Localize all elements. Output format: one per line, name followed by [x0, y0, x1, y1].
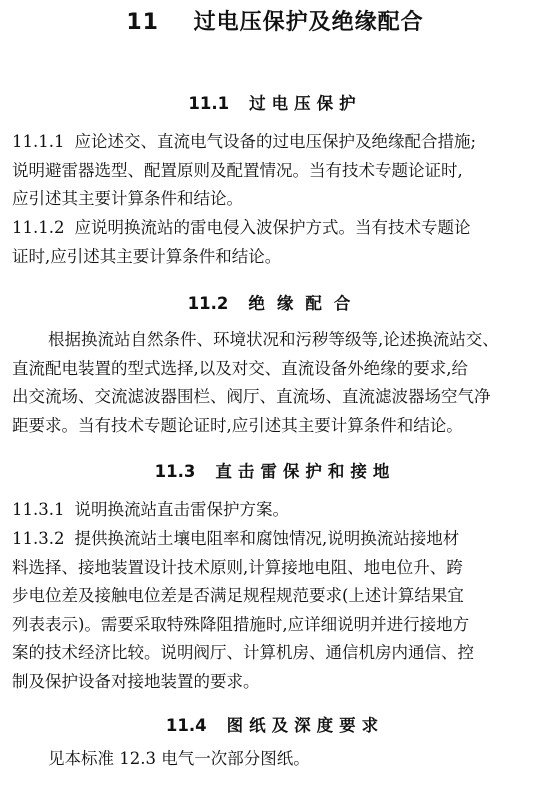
clause-line: 证时,应引述其主要计算条件和结论。 [12, 246, 282, 266]
section-11-2-body [12, 326, 542, 440]
section-number: 11.1 [188, 94, 230, 113]
clause-line: 列表表示)。需要采取特殊降阻措施时,应详细说明并进行接地方 [12, 614, 470, 634]
clause-number: 11.3.1 [12, 500, 65, 519]
clause-text: 应说明换流站的雷电侵入波保护方式。当有技术专题论 [74, 218, 471, 237]
section-number: 11.2 [187, 294, 229, 313]
clause-number: 11.3.2 [12, 529, 65, 548]
clause-line: 应引述其主要计算条件和结论。 [12, 189, 243, 208]
chapter-title-text: 过电压保护及绝缘配合 [193, 10, 424, 35]
chapter-number: 11 [126, 10, 159, 35]
section-title-11-2 [0, 290, 550, 314]
clause-11-3-1 [12, 496, 542, 525]
clause-line [12, 525, 542, 554]
clause-line: 制及保护设备对接地装置的要求。 [12, 671, 260, 691]
section-title-11-1 [0, 90, 550, 114]
clause-number: 11.1.2 [12, 218, 65, 237]
section-number: 11.3 [154, 462, 196, 481]
section-title-text: 绝缘配合 [248, 294, 363, 313]
section-11-4-body [12, 745, 542, 774]
clause-line [12, 214, 542, 243]
section-title-11-4 [0, 712, 550, 736]
body-line: 见本标准 12.3 电气一次部分图纸。 [48, 749, 310, 768]
clause-number: 11.1.1 [12, 132, 65, 151]
body-line: 根据换流站自然条件、环境状况和污秽等级等,论述换流站交、 [48, 330, 499, 349]
clause-11-3-2 [12, 525, 542, 696]
section-title-11-3 [0, 458, 550, 482]
clause-line: 步电位差及接触电位差是否满足规程规范要求(上述计算结果宜 [12, 586, 464, 605]
clause-text: 应论述交、直流电气设备的过电压保护及绝缘配合措施; [74, 132, 477, 151]
section-title-text: 过电压保护 [249, 94, 362, 113]
clause-11-1-2 [12, 214, 542, 271]
clause-line: 案的技术经济比较。说明阀厅、计算机房、通信机房内通信、控 [12, 643, 474, 662]
clause-line: 料选择、接地装置设计技术原则,计算接地电阻、地电位升、跨 [12, 557, 463, 577]
body-line: 直流配电装置的型式选择,以及对交、直流设备外绝缘的要求,给 [12, 358, 468, 378]
clause-line: 说明避雷器选型、配置原则及配置情况。当有技术专题论证时, [12, 160, 463, 180]
body-line: 距要求。当有技术专题论证时,应引述其主要计算条件和结论。 [12, 415, 463, 435]
section-title-text: 直击雷保护和接地 [215, 462, 396, 481]
chapter-title [0, 5, 550, 36]
section-title-text: 图纸及深度要求 [226, 716, 385, 735]
clause-text: 提供换流站土壤电阻率和腐蚀情况,说明换流站接地材 [74, 529, 460, 548]
body-line: 出交流场、交流滤波器围栏、阀厅、直流场、直流滤波器场空气净 [12, 387, 491, 406]
section-number: 11.4 [165, 716, 207, 735]
clause-line [12, 496, 542, 525]
clause-text: 说明换流站直击雷保护方案。 [74, 500, 289, 519]
clause-line [12, 128, 542, 157]
clause-11-1-1 [12, 128, 542, 214]
